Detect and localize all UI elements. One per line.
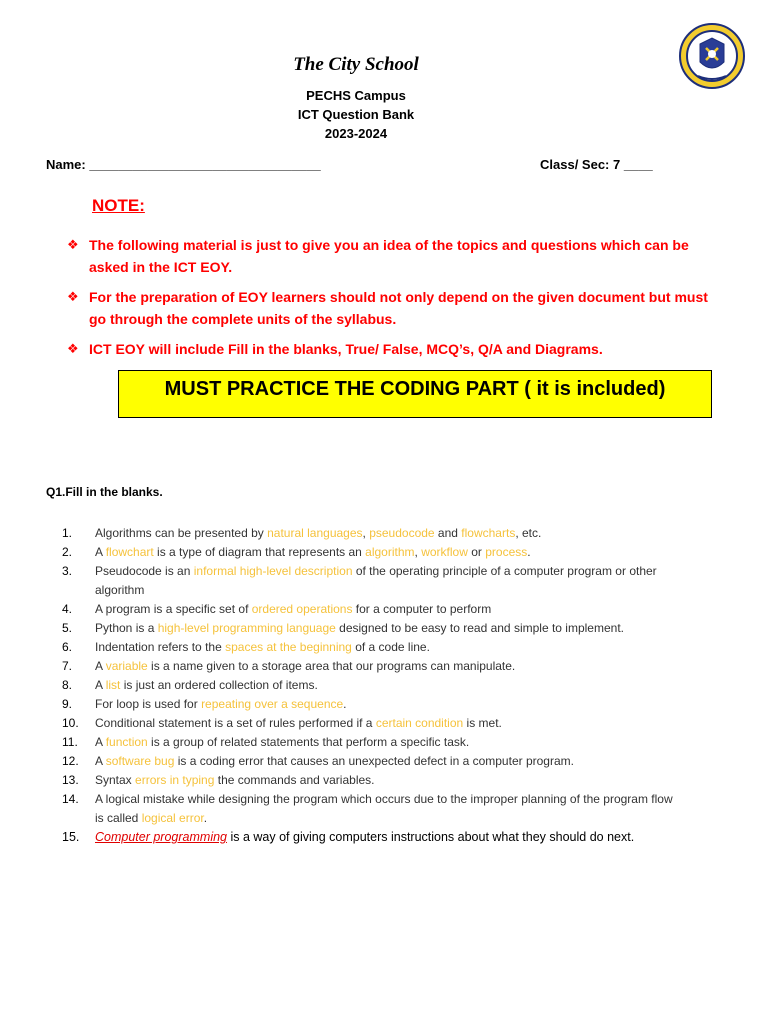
answer-text: certain condition (375, 716, 464, 730)
answer-text: function (105, 735, 148, 749)
blank-item (62, 714, 682, 733)
blank-item (62, 638, 682, 657)
item-number: 13. (62, 773, 79, 787)
question-text: . (343, 697, 347, 711)
diamond-bullet-icon: ❖ (67, 289, 79, 304)
answer-text: process (485, 545, 528, 559)
item-number: 4. (62, 602, 73, 616)
answer-text: flowcharts (461, 526, 516, 540)
item-number: 6. (62, 640, 73, 654)
question-text: is a type of diagram that represents an (153, 545, 366, 559)
question-title: Q1.Fill in the blanks. (46, 485, 163, 499)
question-text: A (95, 754, 106, 768)
question-text: the commands and variables. (214, 773, 375, 787)
question-text: A logical mistake while designing the program which occurs due to the improper planning of the program flow is called (95, 792, 673, 825)
diamond-bullet-icon: ❖ (67, 237, 79, 252)
blank-item (62, 543, 682, 562)
question-text: is met. (463, 716, 502, 730)
question-text: , (362, 526, 370, 540)
item-number: 8. (62, 678, 73, 692)
question-text: . (527, 545, 531, 559)
question-text: Indentation refers to the (95, 640, 226, 654)
question-text: For loop is used for (95, 697, 202, 711)
question-text: Python is a (95, 621, 158, 635)
item-number: 11. (62, 735, 78, 749)
fill-in-blanks-list (62, 524, 682, 847)
blank-item (62, 771, 682, 790)
item-number: 5. (62, 621, 73, 635)
blank-item (62, 828, 682, 847)
answer-text: variable (105, 659, 148, 673)
question-text: and (434, 526, 462, 540)
answer-text: natural languages (267, 526, 363, 540)
question-text: is a group of related statements that perform a specific task. (147, 735, 470, 749)
school-crest-logo (678, 22, 746, 90)
blank-item (62, 733, 682, 752)
blank-item (62, 676, 682, 695)
question-text: is a way of giving computers instructions about what they should do next. (227, 830, 635, 844)
note-bullet: ❖ ICT EOY will include Fill in the blanks, True/ False, MCQ’s, Q/A and Diagrams. (67, 338, 717, 360)
note-bullet: ❖ The following material is just to give you an idea of the topics and questions which can be asked in the ICT EOY. (67, 234, 717, 278)
note-bullet: ❖ For the preparation of EOY learners should not only depend on the given document but must go through the complete units of the syllabus. (67, 286, 717, 330)
question-text: is a coding error that causes an unexpected defect in a computer program. (174, 754, 574, 768)
blank-item (62, 695, 682, 714)
school-name: The City School (293, 54, 419, 75)
item-number: 9. (62, 697, 73, 711)
campus-name: PECHS Campus (306, 88, 406, 103)
answer-text: algorithm (365, 545, 415, 559)
question-text: . (203, 811, 208, 825)
question-text: is a name given to a storage area that our programs can manipulate. (147, 659, 516, 673)
blank-item (62, 562, 682, 600)
note-heading: NOTE: (92, 196, 145, 215)
blank-item (62, 790, 682, 828)
answer-text: pseudocode (369, 526, 435, 540)
blank-item (62, 600, 682, 619)
blank-item (62, 657, 682, 676)
question-text: of a code line. (351, 640, 430, 654)
item-number: 15. (62, 830, 80, 844)
item-number: 3. (62, 564, 73, 578)
question-text: , (414, 545, 422, 559)
question-text: A (95, 735, 106, 749)
question-text: for a computer to perform (352, 602, 492, 616)
question-text: Algorithms can be presented by (95, 526, 268, 540)
document-title: ICT Question Bank (297, 107, 415, 122)
blank-item (62, 524, 682, 543)
answer-text: high-level programming language (157, 621, 336, 635)
question-text: A (95, 678, 106, 692)
answer-text: software bug (105, 754, 175, 768)
blank-item (62, 619, 682, 638)
question-text: of the operating principle of a computer program or other algorithm (95, 564, 657, 597)
answer-text: workflow (421, 545, 468, 559)
question-text: or (467, 545, 486, 559)
note-list (67, 234, 717, 368)
answer-text: errors in typing (135, 773, 215, 787)
answer-text: Computer programming (95, 830, 227, 844)
question-text: A program is a specific set of (95, 602, 252, 616)
diamond-bullet-icon: ❖ (67, 341, 79, 356)
coding-practice-banner: MUST PRACTICE THE CODING PART ( it is included) (118, 370, 712, 418)
item-number: 7. (62, 659, 73, 673)
question-text: , etc. (515, 526, 542, 540)
blank-item (62, 752, 682, 771)
question-text: is just an ordered collection of items. (120, 678, 318, 692)
question-text: Syntax (95, 773, 136, 787)
question-text: A (95, 545, 106, 559)
item-number: 1. (62, 526, 73, 540)
class-section-field: Class/ Sec: 7 ____ (540, 157, 653, 172)
answer-text: list (105, 678, 121, 692)
answer-text: logical error (141, 811, 204, 825)
item-number: 12. (62, 754, 79, 768)
question-text: designed to be easy to read and simple to implement. (335, 621, 624, 635)
answer-text: informal high-level description (193, 564, 353, 578)
academic-year: 2023-2024 (324, 126, 388, 141)
answer-text: repeating over a sequence (201, 697, 344, 711)
question-text: A (95, 659, 106, 673)
item-number: 10. (62, 716, 79, 730)
item-number: 14. (62, 792, 79, 806)
student-name-field: Name: ________________________________ (46, 157, 321, 172)
question-text: Pseudocode is an (95, 564, 194, 578)
question-text: Conditional statement is a set of rules performed if a (95, 716, 376, 730)
answer-text: spaces at the beginning (225, 640, 352, 654)
answer-text: flowchart (105, 545, 154, 559)
answer-text: ordered operations (251, 602, 353, 616)
item-number: 2. (62, 545, 73, 559)
